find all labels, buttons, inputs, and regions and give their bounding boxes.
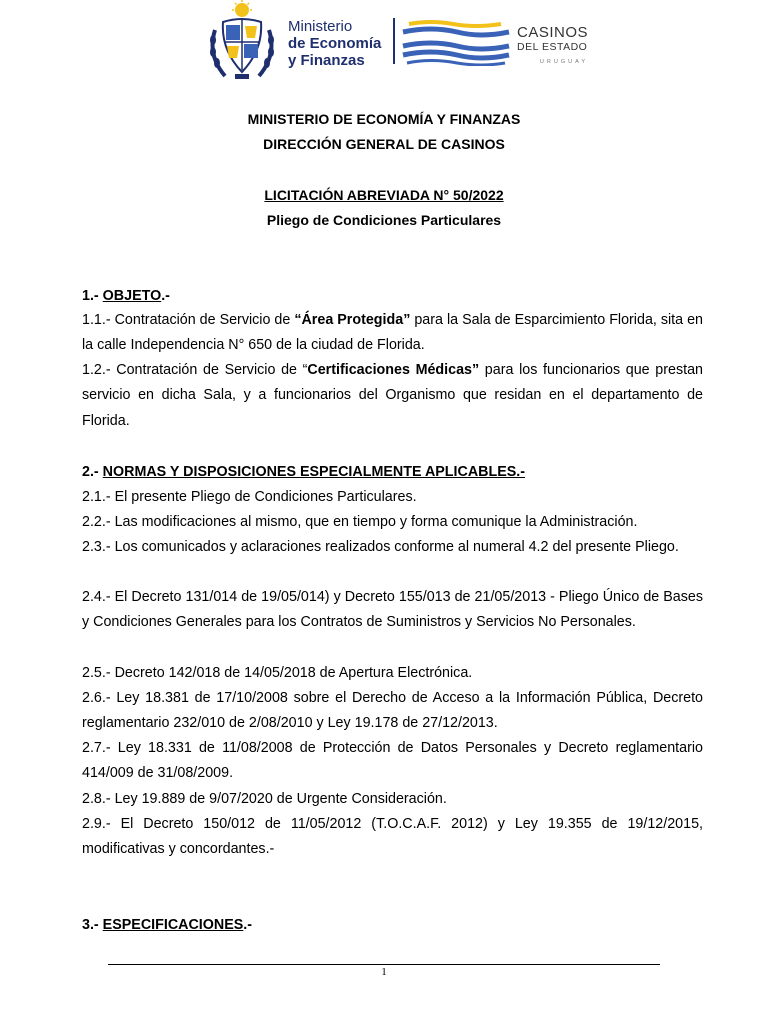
- ministry-logo-line2: de Economía: [288, 35, 382, 52]
- item-2-5: 2.5.- Decreto 142/018 de 14/05/2018 de Apertura Electrónica.: [82, 665, 473, 681]
- p1-1-text-b: “Área Protegida”: [294, 312, 411, 328]
- p1-1-text-c: para la Sala de Esparcimiento Florida, sita en la calle Independencia N° 650 de la ciudad de Florida.: [82, 312, 704, 354]
- item-2-6: 2.6.- Ley 18.381 de 17/10/2008 sobre el Derecho de Acceso a la Información Pública, Decreto reglamentario 232/010 de 2/08/2010 y Ley 19.178 de 27/12/2013.: [82, 690, 703, 732]
- tender-title: LICITACIÓN ABREVIADA N° 50/2022: [264, 187, 504, 203]
- casinos-logo-text: [517, 26, 588, 69]
- paragraph-1-2: [82, 358, 703, 434]
- uruguay-coat-of-arms-icon: [205, 0, 279, 82]
- section2-title: NORMAS Y DISPOSICIONES ESPECIALMENTE APLICABLES.-: [102, 464, 526, 480]
- ministry-logo-text: [288, 18, 381, 69]
- item-2-2: 2.2.- Las modificaciones al mismo, que en tiempo y forma comunique la Administración.: [82, 514, 638, 530]
- item-2-4: 2.4.- El Decreto 131/014 de 19/05/014) y Decreto 155/013 de 21/05/2013 - Pliego Único de Bases y Condiciones Generales para los Contratos de Suministros y Servicios No Personales.: [82, 589, 703, 631]
- section3-num: 3.-: [82, 917, 103, 933]
- section2-heading: [82, 464, 525, 480]
- item-2-3: 2.3.- Los comunicados y aclaraciones realizados conforme al numeral 4.2 del presente Pliego.: [82, 539, 679, 555]
- footer-divider: [108, 964, 660, 965]
- subtitle: Pliego de Condiciones Particulares: [266, 212, 502, 228]
- logo-divider: [393, 18, 395, 64]
- section1-heading: [82, 288, 170, 304]
- ministry-logo-line3: y Finanzas: [288, 52, 365, 69]
- p1-2-text-a: 1.2.- Contratación de Servicio de “: [82, 362, 308, 378]
- casinos-flag-logo-icon: [401, 20, 511, 66]
- section3-heading: [82, 917, 252, 933]
- header-logos: [205, 0, 595, 84]
- paragraph-1-1: [82, 308, 703, 359]
- section1-suffix: .-: [161, 288, 170, 304]
- item-2-9: 2.9.- El Decreto 150/012 de 11/05/2012 (T.O.C.A.F. 2012) y Ley 19.355 de 19/12/2015, modificativas y concordantes.-: [82, 816, 703, 858]
- section2-num: 2.-: [82, 464, 103, 480]
- section1-num: 1.-: [82, 288, 103, 304]
- casinos-logo-line2: DEL ESTADO: [517, 41, 588, 53]
- casinos-logo-line1: CASINOS: [517, 24, 589, 41]
- section3-title: ESPECIFICACIONES: [102, 917, 244, 933]
- section3-suffix: .-: [243, 917, 253, 933]
- p1-2-text-b: Certificaciones Médicas”: [307, 362, 480, 378]
- p1-1-text-a: 1.1.- Contratación de Servicio de: [82, 312, 295, 328]
- p1-2-text-c: para los funcionarios que prestan servicio en dicha Sala, y a funcionarios del Organismo que residan en el departamento de Florida.: [82, 362, 703, 429]
- ministry-title: MINISTERIO DE ECONOMÍA Y FINANZAS: [247, 111, 521, 127]
- tender-title-wrap: [0, 187, 768, 203]
- item-2-8: 2.8.- Ley 19.889 de 9/07/2020 de Urgente Consideración.: [82, 791, 447, 807]
- item-2-1: 2.1.- El presente Pliego de Condiciones Particulares.: [82, 489, 417, 505]
- casinos-logo-line3: URUGUAY: [539, 59, 589, 65]
- item-2-7: 2.7.- Ley 18.331 de 11/08/2008 de Protección de Datos Personales y Decreto reglamentario 414/009 de 31/08/2009.: [82, 740, 703, 782]
- ministry-logo-line1: Ministerio: [288, 18, 353, 35]
- section1-title: OBJETO: [102, 288, 162, 304]
- page-number: 1: [381, 966, 387, 978]
- direction-title: DIRECCIÓN GENERAL DE CASINOS: [263, 136, 505, 152]
